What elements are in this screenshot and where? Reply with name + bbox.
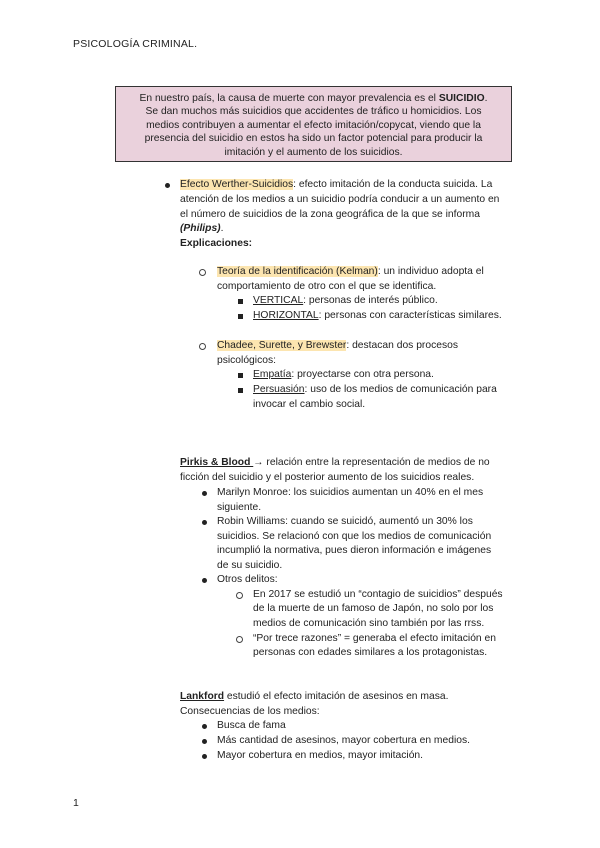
pirkis-item-cont: de su suicidio. [217,560,283,571]
bullet-dot [202,520,207,525]
lankford-item: Mayor cobertura en medios, mayor imitación. [217,750,424,761]
werther-line-1: Efecto Werther-Suicidios: efecto imitación de la conducta suicida. La [180,179,493,190]
bullet-square [238,314,243,319]
lankford-item: Busca de fama [217,720,286,731]
bullet-square [238,373,243,378]
lankford-term: Lankford [180,691,225,702]
bullet-dot [202,724,207,729]
identificacion-term: Teoría de la identificación (Kelman) [217,266,378,277]
explicaciones-heading: Explicaciones: [180,238,253,249]
chadee-item-cont: invocar el cambio social. [253,399,366,410]
lankford-line-1: Lankford estudió el efecto imitación de asesinos en masa. [180,691,449,702]
pirkis-line-1: Pirkis & Blood → relación entre la representación de medios de no [180,457,490,468]
bullet-square [238,299,243,304]
page-number: 1 [73,797,79,809]
chadee-line-2: psicológicos: [217,355,276,366]
pirkis-line-2: ficción del suicidio y el posterior aumento de los suicidios reales. [180,472,475,483]
callout-box [115,86,512,162]
bullet-dot [202,739,207,744]
pirkis-item: Otros delitos: [217,574,278,585]
werther-author: (Philips) [180,223,221,234]
identificacion-line-2: comportamiento de otro con el que se identifica. [217,281,437,292]
pirkis-item: Marilyn Monroe: los suicidios aumentan un 40% en el mes [217,487,484,498]
identificacion-line-1: Teoría de la identificación (Kelman): un individuo adopta el [217,266,484,277]
identificacion-item: VERTICAL: personas de interés público. [253,295,438,306]
callout-line-2: Se dan muchos más suicidios que accidentes de tráfico u homicidios. Los [145,106,482,118]
bullet-circle [236,592,243,599]
pirkis-item-cont: suicidios. Se relacionó con que los medios de comunicación [217,531,492,542]
bullet-square [238,388,243,393]
callout-line-5: imitación y el aumento de los suicidios. [224,146,403,158]
identificacion-item: HORIZONTAL: personas con características similares. [253,310,502,321]
chadee-item: Persuasión: uso de los medios de comunicación para [253,384,497,395]
pirkis-subitem-cont: medios de comunicación sino también por las rrss. [253,618,485,629]
pirkis-subitem: En 2017 se estudió un “contagio de suicidios” después [253,589,503,600]
callout-bold-term: SUICIDIO [438,93,485,104]
pirkis-term: Pirkis & Blood [180,457,254,468]
chadee-line-1: Chadee, Surette, y Brewster: destacan dos procesos [217,340,458,351]
callout-line-4: presencia del suicidio en estos ha sido un factor potencial para producir la [144,133,483,145]
werther-line-4: (Philips). [180,223,224,234]
bullet-dot [165,183,170,188]
callout-line-3: medios contribuyen a aumentar el efecto imitación/copycat, viendo que la [146,119,481,131]
bullet-circle [236,636,243,643]
werther-line-3: el número de suicidios de la zona geográfica de la que se informa [180,209,480,220]
bullet-circle [199,269,206,276]
pirkis-item: Robin Williams: cuando se suicidó, aumentó un 30% los [217,516,473,527]
bullet-dot [202,491,207,496]
pirkis-subitem: “Por trece razones” = generaba el efecto imitación en [253,633,496,644]
bullet-dot [202,754,207,759]
lankford-item: Más cantidad de asesinos, mayor cobertura en medios. [217,735,470,746]
werther-line-2: atención de los medios a un suicidio podría conducir a un aumento en [180,194,500,205]
document-header: PSICOLOGÍA CRIMINAL. [73,38,198,50]
pirkis-item-cont: siguiente. [217,502,262,513]
pirkis-item-cont: incumplió la normativa, pues dieron información e imágenes [217,545,492,556]
bullet-dot [202,578,207,583]
pirkis-subitem-cont: de la muerte de un famoso de Japón, no solo por los [253,603,494,614]
lankford-line-2: Consecuencias de los medios: [180,706,320,717]
callout-line-1: En nuestro país, la causa de muerte con mayor prevalencia es el SUICIDIO. [139,93,488,104]
chadee-item: Empatía: proyectarse con otra persona. [253,369,434,380]
pirkis-subitem-cont: personas con edades similares a los protagonistas. [253,647,488,658]
chadee-term: Chadee, Surette, y Brewster [217,340,347,351]
werther-term: Efecto Werther-Suicidios [180,179,294,190]
bullet-circle [199,343,206,350]
